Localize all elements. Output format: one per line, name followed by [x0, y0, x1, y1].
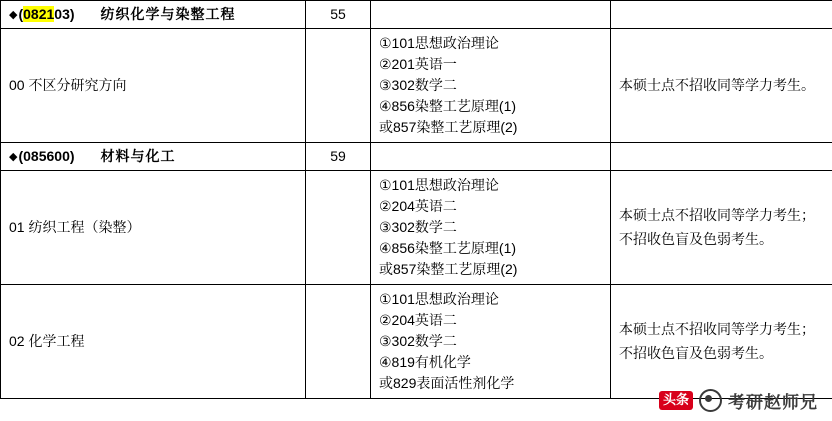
exam-line: ④856染整工艺原理(1) [379, 98, 517, 114]
exam-line: 或829表面活性剂化学 [379, 375, 515, 391]
enrollment-number [306, 171, 371, 285]
table-row [1, 1, 832, 29]
remark-cell [611, 143, 832, 171]
enrollment-number [306, 285, 371, 399]
research-direction: 02 化学工程 [1, 285, 306, 399]
exam-line: ②204英语二 [379, 312, 457, 328]
code-open-paren: ( [18, 148, 24, 164]
exam-subjects-cell [371, 285, 611, 399]
table-row [1, 171, 832, 285]
avatar-icon [699, 389, 722, 412]
table-row [1, 285, 832, 399]
remark-cell [611, 1, 832, 29]
watermark [659, 388, 818, 413]
enrollment-number: 59 [306, 143, 371, 171]
table-row [1, 29, 832, 143]
exam-line: ②201英语一 [379, 56, 457, 72]
exam-subjects-cell [371, 171, 611, 285]
code-rest: 03) [54, 6, 75, 22]
exam-line: ①101思想政治理论 [379, 291, 499, 307]
code-highlight: 0821 [23, 6, 55, 22]
diamond-icon: ◆ [9, 9, 18, 22]
research-direction: 01 纺织工程（染整） [1, 171, 306, 285]
exam-line: ①101思想政治理论 [379, 177, 499, 193]
exam-line: ③302数学二 [379, 333, 457, 349]
exam-subjects-cell [371, 29, 611, 143]
major-title: 纺织化学与染整工程 [100, 6, 236, 22]
code-rest: 085600) [23, 148, 75, 164]
remark-text: 本硕士点不招收同等学力考生；不招收色盲及色弱考生。 [619, 206, 815, 247]
research-direction: 00 不区分研究方向 [1, 29, 306, 143]
remark-cell [611, 171, 832, 285]
remark-cell [611, 29, 832, 143]
exam-subjects-cell [371, 1, 611, 29]
exam-line: ①101思想政治理论 [379, 35, 499, 51]
exam-line: ③302数学二 [379, 219, 457, 235]
exam-subjects-cell [371, 143, 611, 171]
code-open-paren: ( [18, 6, 24, 22]
major-title: 材料与化工 [100, 148, 176, 164]
exam-line: ④856染整工艺原理(1) [379, 240, 517, 256]
major-code-cell [1, 143, 306, 171]
exam-line: ④819有机化学 [379, 354, 471, 370]
toutiao-badge: 头条 [659, 391, 693, 410]
diamond-icon: ◆ [9, 151, 18, 164]
table-row [1, 143, 832, 171]
watermark-text: 考研赵师兄 [728, 393, 818, 412]
enrollment-number [306, 29, 371, 143]
exam-line: 或857染整工艺原理(2) [379, 119, 518, 135]
exam-line: ③302数学二 [379, 77, 457, 93]
exam-line: ②204英语二 [379, 198, 457, 214]
remark-cell [611, 285, 832, 399]
major-code-cell [1, 1, 306, 29]
remark-text: 本硕士点不招收同等学力考生。 [619, 76, 815, 93]
remark-text: 本硕士点不招收同等学力考生；不招收色盲及色弱考生。 [619, 320, 815, 361]
exam-line: 或857染整工艺原理(2) [379, 261, 518, 277]
enrollment-number: 55 [306, 1, 371, 29]
